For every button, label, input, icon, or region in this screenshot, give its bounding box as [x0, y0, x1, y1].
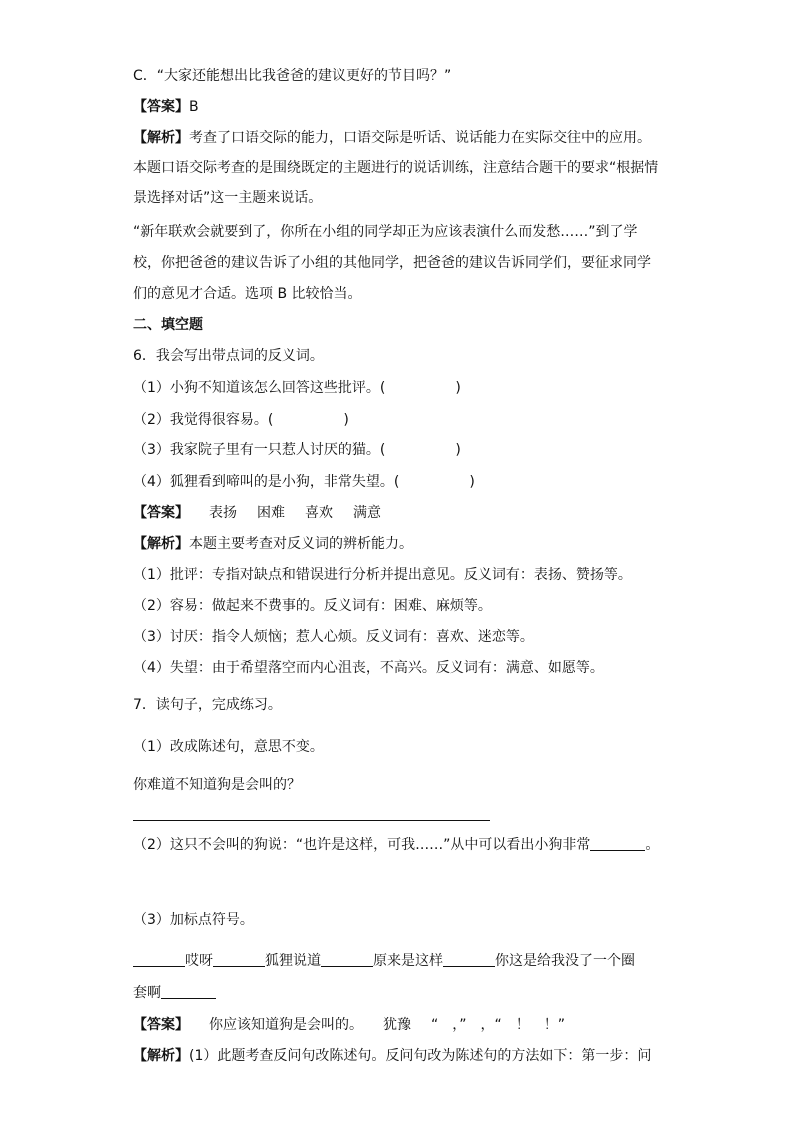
item-text: （3）我家院子里有一只惹人讨厌的猫。(: [133, 442, 386, 458]
sub2-text: （2）这只不会叫的狗说：“也许是这样，可我……”从中可以看出小狗非常: [133, 837, 591, 853]
analysis-text: 考查了口语交际的能力，口语交际是听话、说话能力在实际交往中的应用。: [189, 130, 651, 146]
punct-seg-1: 哎呀: [185, 953, 213, 969]
q6-analysis-item-2: （2）容易：做起来不费事的。反义词有：困难、麻烦等。: [133, 598, 492, 614]
blank: [133, 952, 185, 967]
answer-label: 【答案】: [133, 99, 189, 115]
answer-4: 满意: [353, 505, 381, 521]
q6-analysis-item-3: （3）讨厌：指令人烦恼；惹人心烦。反义词有：喜欢、迷恋等。: [133, 629, 534, 645]
q6-analysis-item-1: （1）批评：专指对缺点和错误进行分析并提出意见。反义词有：表扬、赞扬等。: [133, 567, 632, 583]
q5-analysis-line-4: “新年联欢会就要到了，你所在小组的同学却正为应该表演什么而发愁……”到了学: [133, 224, 638, 240]
q7-answer: [133, 1015, 565, 1035]
item-text: （2）我觉得很容易。(: [133, 412, 274, 428]
punct-seg-5: 套啊: [133, 985, 161, 1001]
q6-item-4: [133, 472, 475, 492]
blank: [213, 952, 265, 967]
q6-item-1: [133, 378, 461, 398]
q7-sub1: （1）改成陈述句，意思不变。: [133, 739, 324, 755]
item-close: ): [343, 412, 349, 428]
punct-seg-3: 原来是这样: [373, 953, 443, 969]
punct-seg-4: 你这是给我没了一个圈: [495, 953, 635, 969]
item-close: ): [455, 380, 461, 396]
q7-sub3: （3）加标点符号。: [133, 912, 254, 928]
q7-stem: 7．读句子，完成练习。: [133, 697, 282, 713]
q7-sub2: [133, 835, 659, 855]
q6-analysis-item-4: （4）失望：由于希望落空而内心沮丧，不高兴。反义词有：满意、如愿等。: [133, 660, 604, 676]
blank: [321, 952, 373, 967]
q6-analysis: [133, 534, 413, 554]
answer-line: [133, 820, 490, 821]
answer-1: 你应该知道狗是会叫的。: [209, 1017, 363, 1033]
sub2-end: 。: [645, 837, 660, 853]
analysis-label: 【解析】: [133, 1048, 189, 1064]
answer-1: 表扬: [209, 505, 237, 521]
blank: [590, 836, 645, 851]
q5-analysis-line-3: 景选择对话”这一主题来说话。: [133, 190, 323, 206]
q5-analysis-line-2: 本题口语交际考查的是围绕既定的主题进行的说话训练，注意结合题干的要求“根据情: [133, 160, 659, 176]
item-text: （1）小狗不知道该怎么回答这些批评。(: [133, 380, 386, 396]
answer-label: 【答案】: [133, 1017, 189, 1033]
item-close: ): [455, 442, 461, 458]
blank: [161, 984, 216, 999]
blank: [443, 952, 495, 967]
analysis-label: 【解析】: [133, 536, 189, 552]
item-close: ): [469, 474, 475, 490]
q7-analysis: [133, 1046, 651, 1066]
option-c: C．“大家还能想出比我爸爸的建议更好的节目吗？”: [133, 68, 452, 84]
q6-answer: [133, 503, 381, 523]
q6-item-2: [133, 410, 349, 430]
q5-analysis-line-5: 校，你把爸爸的建议告诉了小组的其他同学，把爸爸的建议告诉同学们，要征求同学: [133, 255, 651, 271]
q6-stem: 6．我会写出带点词的反义词。: [133, 348, 324, 364]
section-title: 二、填空题: [133, 317, 203, 333]
answer-3: 喜欢: [305, 505, 333, 521]
q7-punct-line-2: [133, 983, 216, 1003]
answer-2: 困难: [257, 505, 285, 521]
analysis-intro: 本题主要考查对反义词的辨析能力。: [189, 536, 413, 552]
q5-analysis-line-6: 们的意见才合适。选项 B 比较恰当。: [133, 286, 362, 302]
answer-value: B: [189, 99, 199, 115]
analysis-text: (1）此题考查反问句改陈述句。反问句改为陈述句的方法如下：第一步：问: [189, 1048, 652, 1064]
item-text: （4）狐狸看到啼叫的是小狗，非常失望。(: [133, 474, 400, 490]
punct-seg-2: 狐狸说道: [265, 953, 321, 969]
answer-2: 犹豫: [383, 1017, 411, 1033]
q7-punct-line-1: [133, 951, 635, 971]
q5-analysis-line-1: [133, 128, 651, 148]
q7-sub1-sentence: 你难道不知道狗是会叫的？: [133, 777, 301, 793]
q5-answer: [133, 97, 199, 117]
answer-3: “ ，” ，“ ！ ！”: [431, 1017, 566, 1033]
answer-label: 【答案】: [133, 505, 189, 521]
q6-item-3: [133, 440, 461, 460]
analysis-label: 【解析】: [133, 130, 189, 146]
